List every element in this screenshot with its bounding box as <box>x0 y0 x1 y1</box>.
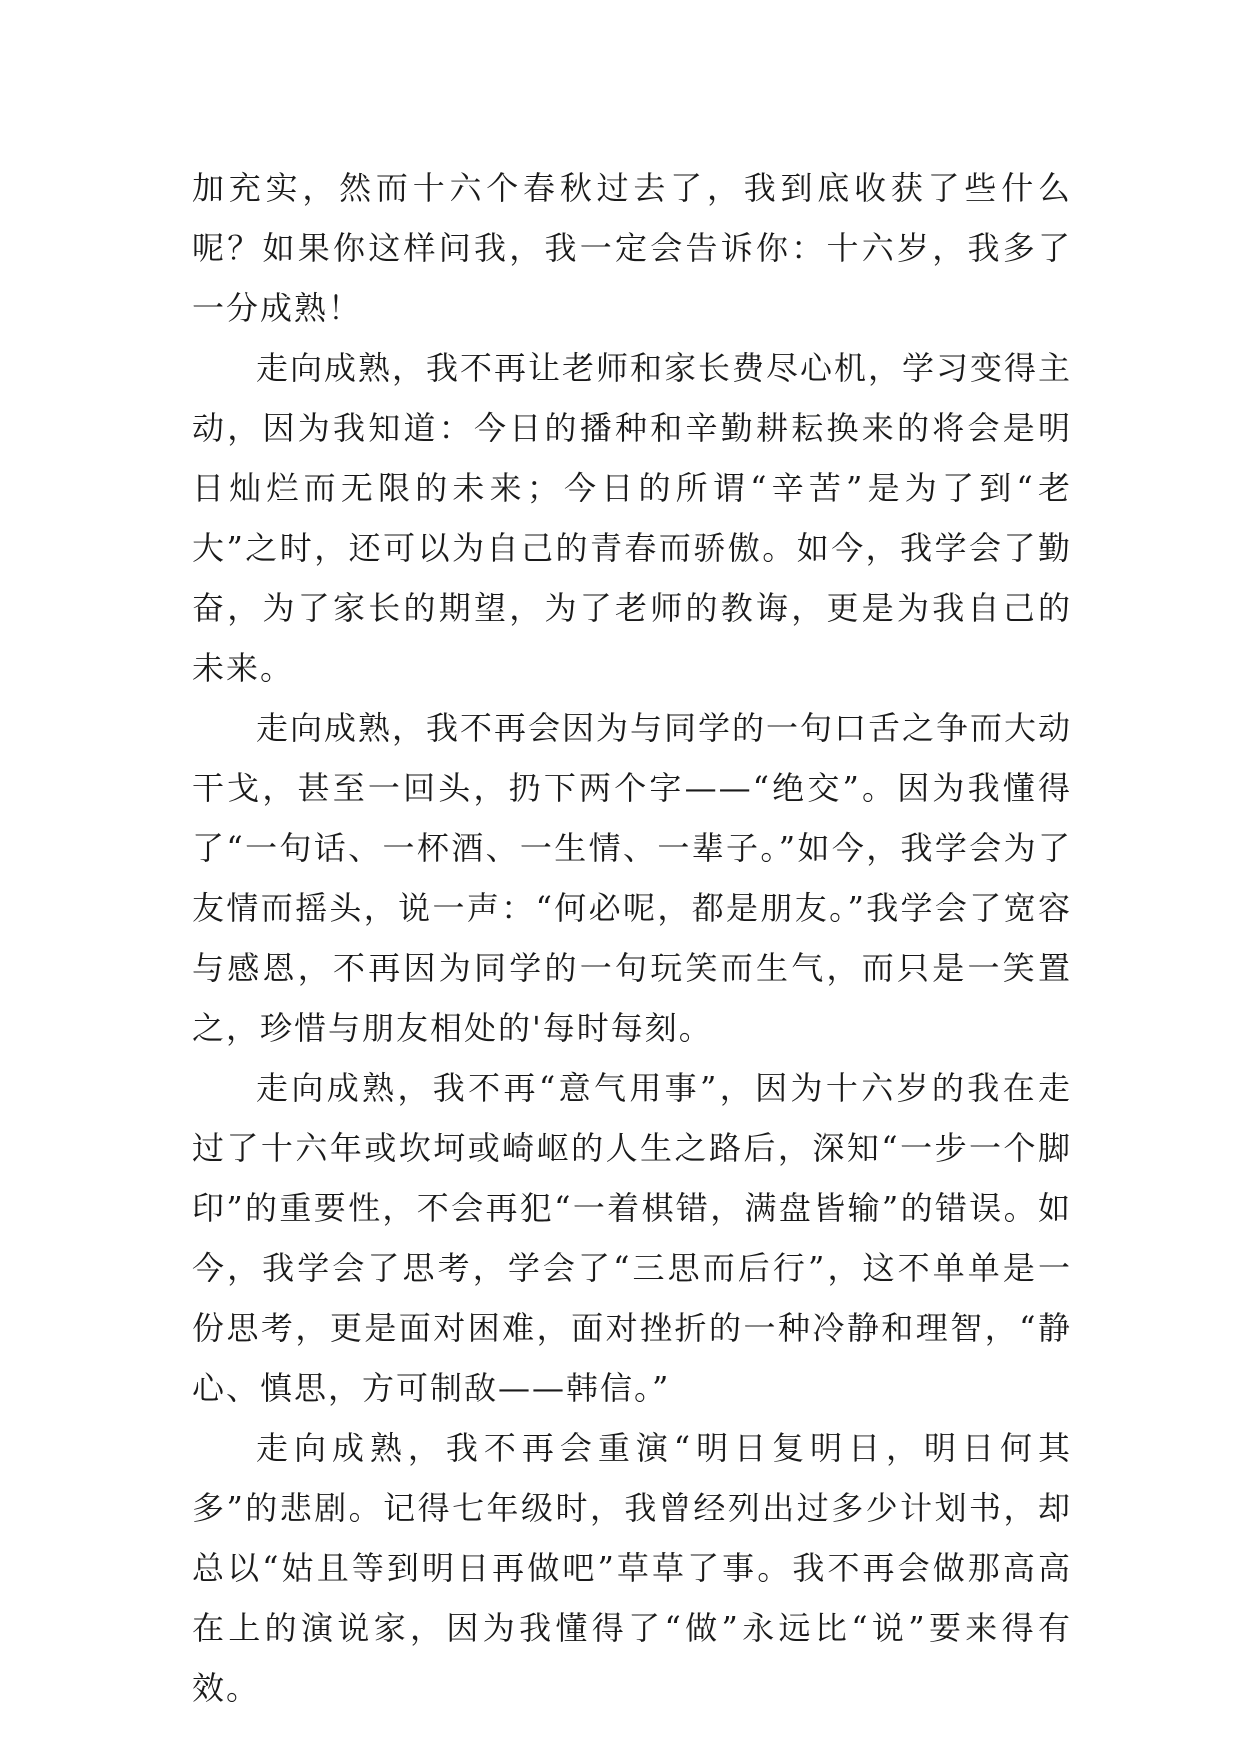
paragraph-3: 走向成熟，我不再会因为与同学的一句口舌之争而大动干戈，甚至一回头，扔下两个字——“绝交”。因为我懂得了“一句话、一杯酒、一生情、一辈子。”如今，我学会为了友情而摇头，说一声：“何必呢，都是朋友。”我学会了宽容与感恩，不再因为同学的一句玩笑而生气，而只是一笑置之，珍惜与朋友相处的'每时每刻。 <box>192 709 1073 1047</box>
paragraph-1: 加充实，然而十六个春秋过去了，我到底收获了些什么呢？如果你这样问我，我一定会告诉你：十六岁，我多了一分成熟！ <box>192 169 1072 327</box>
paragraph-2: 走向成熟，我不再让老师和家长费尽心机，学习变得主动，因为我知道：今日的播种和辛勤耕耘换来的将会是明日灿烂而无限的未来；今日的所谓“辛苦”是为了到“老大”之时，还可以为自己的青春而骄傲。如今，我学会了勤奋，为了家长的期望，为了老师的教诲，更是为我自己的未来。 <box>192 349 1073 687</box>
paragraph-4: 走向成熟，我不再“意气用事”，因为十六岁的我在走过了十六年或坎坷或崎岖的人生之路后，深知“一步一个脚印”的重要性，不会再犯“一着棋错，满盘皆输”的错误。如今，我学会了思考，学会了“三思而后行”，这不单单是一份思考，更是面对困难，面对挫折的一种冷静和理智，“静心、慎思，方可制敌——韩信。” <box>192 1069 1072 1407</box>
paragraph-5: 走向成熟，我不再会重演“明日复明日，明日何其多”的悲剧。记得七年级时，我曾经列出过多少计划书，却总以“姑且等到明日再做吧”草草了事。我不再会做那高高在上的演说家，因为我懂得了“做”永远比“说”要来得有效。 <box>192 1429 1072 1707</box>
essay-body <box>192 158 1072 1718</box>
